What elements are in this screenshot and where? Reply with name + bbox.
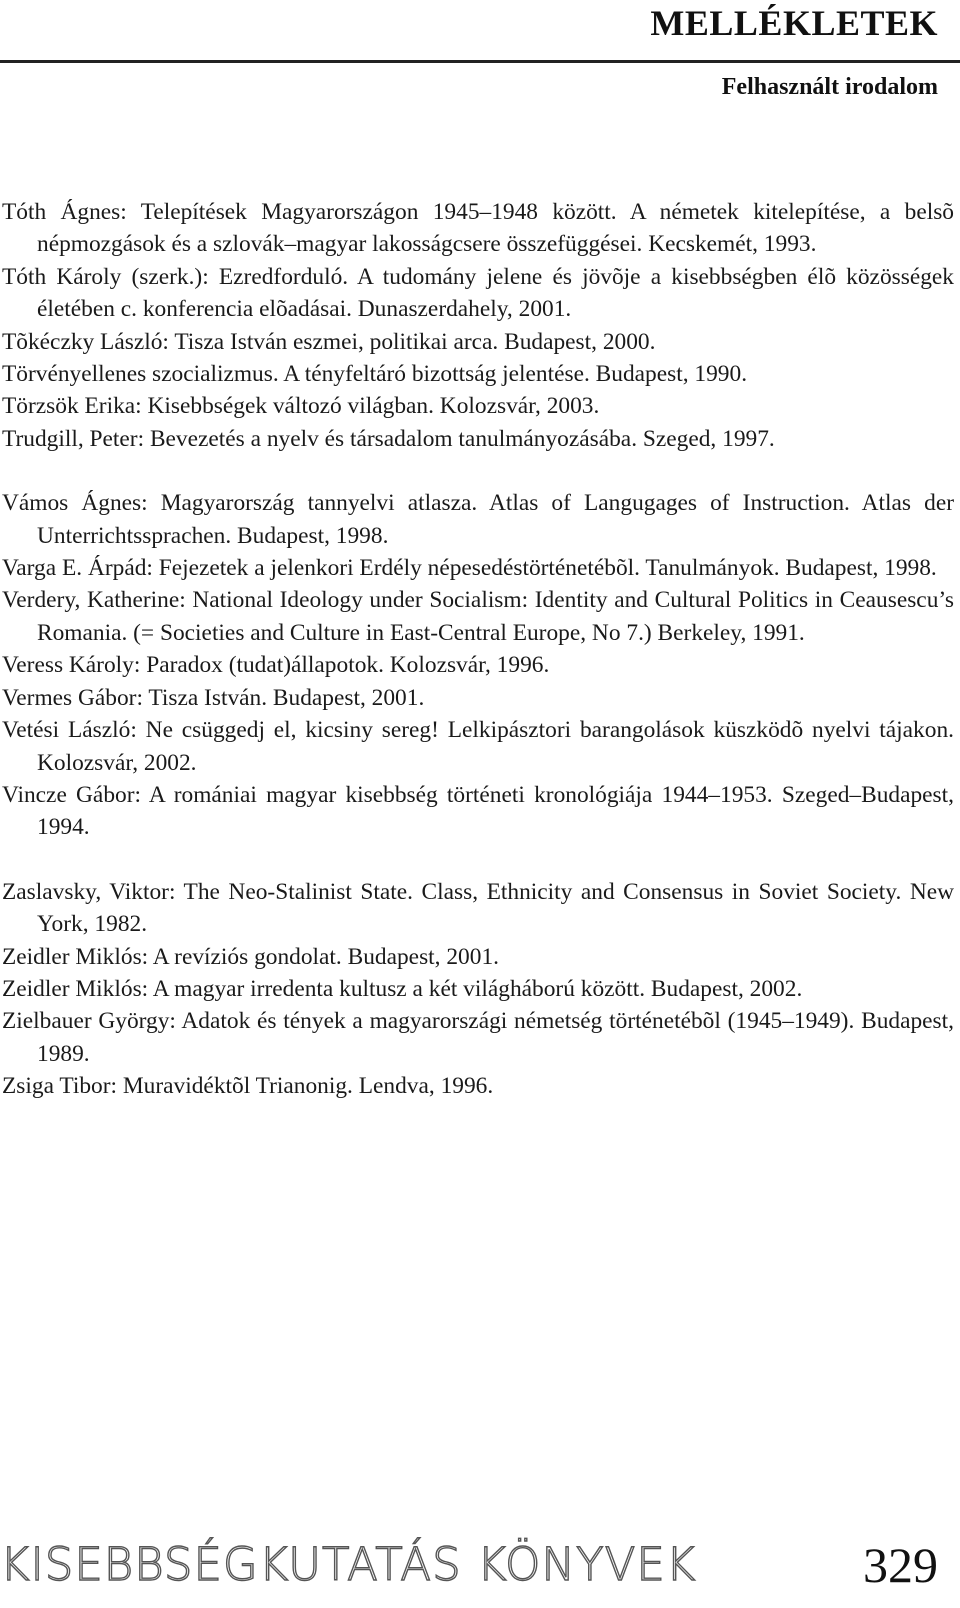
reference-entry: Zeidler Miklós: A magyar irredenta kultusz a két világháború között. Budapest, 2002. [2, 975, 803, 1002]
reference-entry: Tõkéczky László: Tisza István eszmei, politikai arca. Budapest, 2000. [2, 328, 656, 355]
series-title: KISEBBSÉGKUTATÁS KÖNYVEK [0, 1538, 697, 1591]
reference-entry: Zeidler Miklós: A revíziós gondolat. Budapest, 2001. [2, 943, 499, 970]
reference-entry: Zaslavsky, Viktor: The Neo-Stalinist State. Class, Ethnicity and Consensus in Soviet Society. New York, 1982. [2, 878, 954, 938]
reference-entry: Tóth Ágnes: Telepítések Magyarországon 1945–1948 között. A németek kitelepítése, a belsõ népmozgások és a szlovák–magyar lakosságcsere összefüggései. Kecskemét, 1993. [2, 199, 954, 258]
reference-entry: Vetési László: Ne csüggedj el, kicsiny sereg! Lelkipásztori barangolások küszködõ nyelvi tájakon. Kolozsvár, 2002. [2, 717, 954, 776]
reference-entry: Törvényellenes szocializmus. A tényfeltáró bizottság jelentése. Budapest, 1990. [2, 361, 748, 388]
section-title: MELLÉKLETEK [650, 3, 938, 43]
reference-entry: Tóth Károly (szerk.): Ezredforduló. A tudomány jelene és jövõje a kisebbségben élõ közösségek életében c. konferencia elõadásai. Dunaszerdahely, 2001. [2, 263, 954, 323]
page-number: 329 [863, 1537, 938, 1593]
reference-entry: Törzsök Erika: Kisebbségek változó világban. Kolozsvár, 2003. [2, 393, 600, 420]
group-spacer [2, 455, 954, 487]
reference-entry: Vincze Gábor: A romániai magyar kisebbség történeti kronológiája 1944–1953. Szeged–Budapest, 1994. [2, 781, 954, 841]
reference-entry: Veress Károly: Paradox (tudat)állapotok. Kolozsvár, 1996. [2, 652, 550, 679]
reference-entry: Verdery, Katherine: National Ideology under Socialism: Identity and Cultural Politics in Ceausescu’s Romania. (= Societies and Culture in East-Central Europe, No 7.) Berkeley, 1991. [2, 587, 954, 646]
reference-entry: Zsiga Tibor: Muravidéktõl Trianonig. Lendva, 1996. [2, 1073, 494, 1100]
section-subtitle: Felhasznált irodalom [721, 74, 938, 100]
reference-entry: Vermes Gábor: Tisza István. Budapest, 2001. [2, 684, 425, 711]
reference-list [2, 196, 954, 1103]
reference-entry: Varga E. Árpád: Fejezetek a jelenkori Erdély népesedéstörténetébõl. Tanulmányok. Budapest, 1998. [2, 555, 937, 582]
group-spacer [2, 844, 954, 876]
header-divider [0, 60, 960, 63]
reference-entry: Vámos Ágnes: Magyarország tannyelvi atlasza. Atlas of Langugages of Instruction. Atlas der Unterrichtssprachen. Budapest, 1998. [2, 490, 954, 549]
reference-entry: Trudgill, Peter: Bevezetés a nyelv és társadalom tanulmányozásába. Szeged, 1997. [2, 425, 775, 452]
reference-entry: Zielbauer György: Adatok és tények a magyarországi németség történetébõl (1945–1949). Budapest, 1989. [2, 1008, 954, 1067]
